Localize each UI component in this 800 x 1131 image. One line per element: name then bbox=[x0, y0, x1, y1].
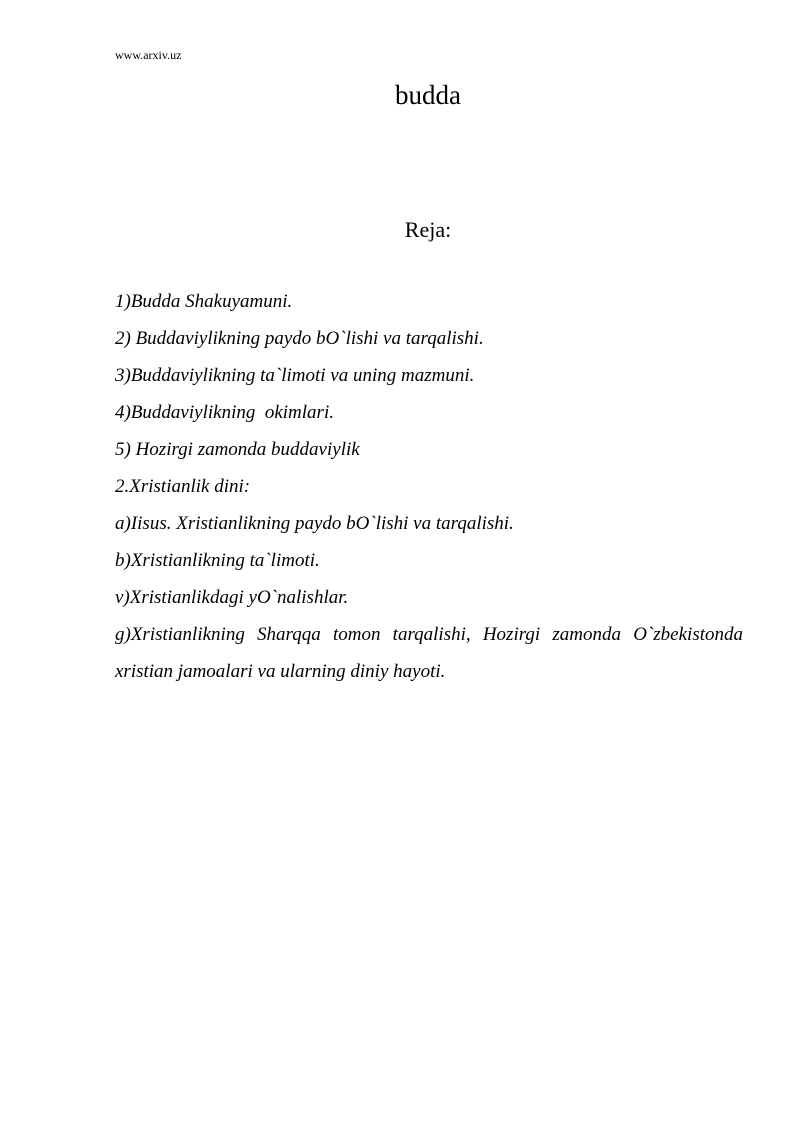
plan-item: a)Iisus. Xristianlikning paydo bO`lishi va tarqalishi. bbox=[115, 513, 514, 534]
header-url: www.arxiv.uz bbox=[115, 48, 182, 62]
plan-item: 5) Hozirgi zamonda buddaviylik bbox=[115, 439, 360, 460]
plan-item: 4)Buddaviylikning okimlari. bbox=[115, 402, 334, 423]
plan-list bbox=[115, 283, 743, 690]
plan-item: g)Xristianlikning Sharqqa tomon tarqalishi, Hozirgi zamonda O`zbekistonda xristian jamoalari va ularning diniy hayoti. bbox=[115, 624, 743, 682]
plan-heading: Reja: bbox=[404, 217, 452, 242]
plan-item: v)Xristianlikdagi yO`nalishlar. bbox=[115, 587, 349, 608]
plan-item: 2) Buddaviylikning paydo bO`lishi va tarqalishi. bbox=[115, 328, 484, 349]
plan-item: 1)Budda Shakuyamuni. bbox=[115, 291, 293, 312]
plan-item: 2.Xristianlik dini: bbox=[115, 476, 251, 497]
document-title: budda bbox=[395, 80, 461, 110]
plan-item: 3)Buddaviylikning ta`limoti va uning mazmuni. bbox=[115, 365, 475, 386]
plan-item: b)Xristianlikning ta`limoti. bbox=[115, 550, 320, 571]
